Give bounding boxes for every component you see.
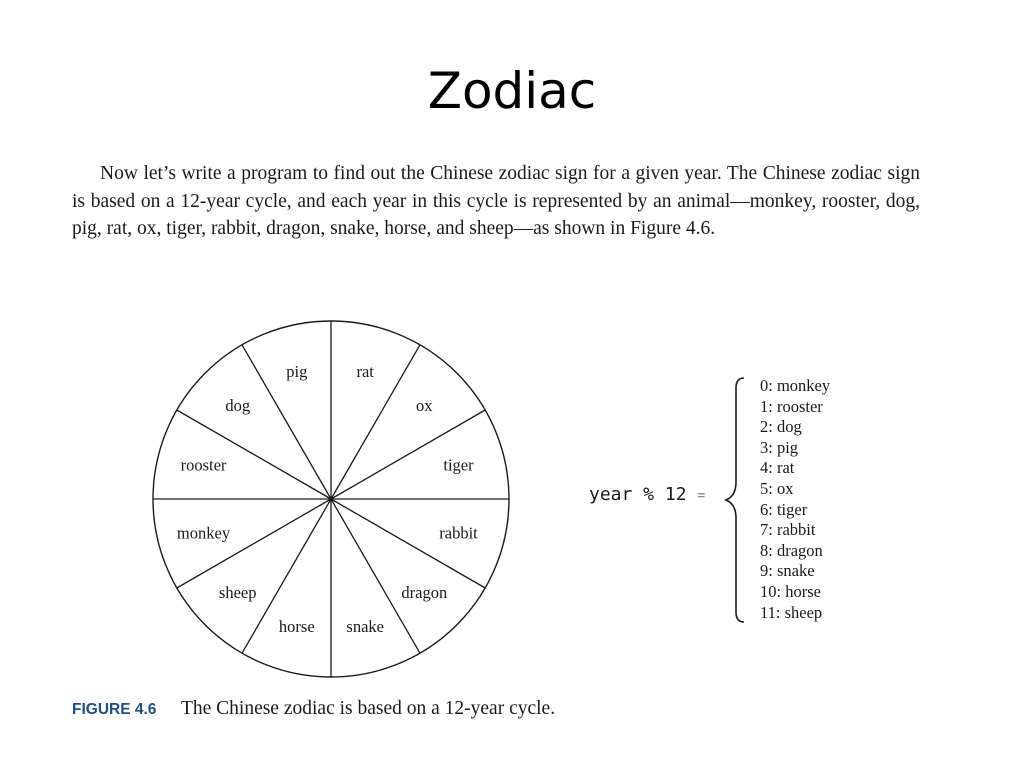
- mapping-item: 6: tiger: [760, 499, 808, 519]
- wheel-spoke: [331, 345, 420, 499]
- brace-icon: [722, 376, 746, 624]
- mapping-item: 9: snake: [760, 561, 815, 581]
- formula-equals: =: [697, 489, 706, 504]
- wheel-label: monkey: [176, 523, 231, 543]
- wheel-label: rat: [356, 362, 374, 381]
- mapping-item: 5: ox: [760, 478, 794, 498]
- formula: [589, 484, 705, 505]
- mapping-item: 2: dog: [760, 417, 802, 437]
- wheel-label: pig: [286, 362, 308, 381]
- wheel-label: horse: [278, 617, 315, 636]
- mapping-item: 3: pig: [760, 437, 799, 457]
- wheel-label: ox: [416, 396, 433, 416]
- wheel-spoke: [331, 499, 485, 588]
- wheel-label: tiger: [443, 455, 474, 475]
- mapping-item: 10: horse: [760, 581, 821, 601]
- zodiac-wheel: [148, 317, 514, 683]
- wheel-spoke: [177, 499, 331, 588]
- wheel-label: sheep: [218, 582, 257, 602]
- figure-caption: [72, 698, 555, 720]
- body-paragraph: Now let’s write a program to find out the Chinese zodiac sign for a given year. The Chinese zodiac sign is based on a 12-year cycle, and each year in this cycle is represented by an animal—monkey, rooster, dog, pig, rat, ox, tiger, rabbit, dragon, snake, horse, and sheep—as shown in Figure 4.6.: [72, 163, 920, 239]
- wheel-label: dog: [225, 396, 251, 416]
- wheel-label: snake: [346, 617, 384, 636]
- mapping-item: 7: rabbit: [760, 520, 816, 540]
- mapping-item: 11: sheep: [760, 602, 823, 622]
- figure-label: FIGURE 4.6: [72, 701, 157, 718]
- mapping-item: 4: rat: [760, 458, 795, 478]
- mapping-list: [760, 376, 830, 623]
- mapping-item: 1: rooster: [760, 396, 823, 416]
- mapping-item: 0: monkey: [760, 376, 831, 395]
- wheel-label: dragon: [401, 582, 448, 602]
- formula-expression: year % 12: [589, 484, 687, 505]
- mapping-item: 8: dragon: [760, 540, 823, 560]
- wheel-label: rooster: [180, 455, 227, 475]
- caption-text: The Chinese zodiac is based on a 12-year cycle.: [180, 698, 556, 719]
- slide-title: Zodiac: [427, 62, 597, 120]
- wheel-label: rabbit: [439, 523, 478, 543]
